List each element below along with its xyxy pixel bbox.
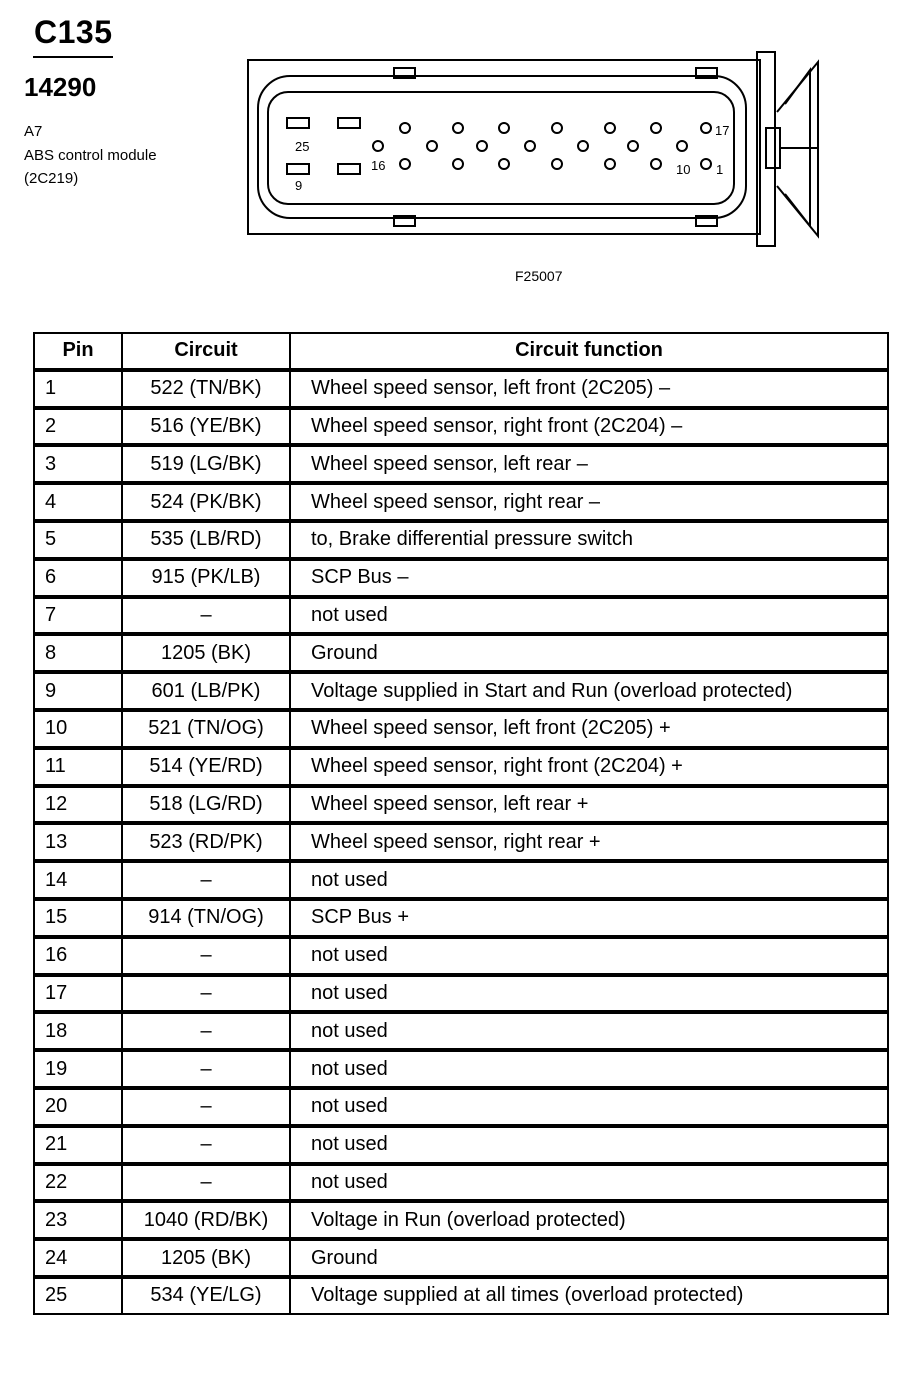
function-cell: not used bbox=[290, 1164, 888, 1202]
connector-housing-outer bbox=[248, 60, 760, 234]
pin-cell: 6 bbox=[34, 559, 122, 597]
header-pin: Pin bbox=[34, 333, 122, 370]
circuit-cell: – bbox=[122, 937, 290, 975]
table-row bbox=[34, 597, 888, 635]
table-row bbox=[34, 861, 888, 899]
circuit-cell: – bbox=[122, 1088, 290, 1126]
table-row bbox=[34, 445, 888, 483]
function-cell: Voltage supplied at all times (overload protected) bbox=[290, 1277, 888, 1314]
connector-cavity bbox=[268, 92, 734, 204]
function-cell: Voltage in Run (overload protected) bbox=[290, 1201, 888, 1239]
pin-label-16: 16 bbox=[371, 158, 386, 173]
connector-face-diagram bbox=[240, 40, 830, 252]
function-cell: not used bbox=[290, 1012, 888, 1050]
function-cell: Wheel speed sensor, right front (2C204) – bbox=[290, 408, 888, 446]
connector-code-underline bbox=[33, 56, 113, 58]
table-row bbox=[34, 1277, 888, 1314]
pin-cell: 20 bbox=[34, 1088, 122, 1126]
pin-label-25: 25 bbox=[295, 139, 310, 154]
function-cell: Wheel speed sensor, left rear – bbox=[290, 445, 888, 483]
pin-cell: 17 bbox=[34, 975, 122, 1013]
table-header-row bbox=[34, 333, 888, 370]
table-row bbox=[34, 634, 888, 672]
function-cell: Wheel speed sensor, left front (2C205) + bbox=[290, 710, 888, 748]
pin-cell: 5 bbox=[34, 521, 122, 559]
pin-25-terminal bbox=[287, 118, 309, 128]
pin-cell: 23 bbox=[34, 1201, 122, 1239]
table-row bbox=[34, 483, 888, 521]
circuit-cell: 523 (RD/PK) bbox=[122, 823, 290, 861]
table-row bbox=[34, 975, 888, 1013]
circuit-cell: – bbox=[122, 1126, 290, 1164]
table-row bbox=[34, 786, 888, 824]
table-row bbox=[34, 521, 888, 559]
pin-label-10: 10 bbox=[676, 162, 691, 177]
table-row bbox=[34, 370, 888, 408]
function-cell: Wheel speed sensor, right front (2C204) + bbox=[290, 748, 888, 786]
circuit-cell: 1040 (RD/BK) bbox=[122, 1201, 290, 1239]
circuit-cell: 915 (PK/LB) bbox=[122, 559, 290, 597]
table-row bbox=[34, 748, 888, 786]
table-row bbox=[34, 559, 888, 597]
circuit-cell: 516 (YE/BK) bbox=[122, 408, 290, 446]
circuit-cell: – bbox=[122, 1050, 290, 1088]
pin-cell: 18 bbox=[34, 1012, 122, 1050]
pin-cell: 13 bbox=[34, 823, 122, 861]
function-cell: SCP Bus + bbox=[290, 899, 888, 937]
circuit-cell: – bbox=[122, 1164, 290, 1202]
table-row bbox=[34, 1088, 888, 1126]
pin-cell: 3 bbox=[34, 445, 122, 483]
circuit-cell: 524 (PK/BK) bbox=[122, 483, 290, 521]
circuit-cell: – bbox=[122, 861, 290, 899]
pin-cell: 14 bbox=[34, 861, 122, 899]
module-name: ABS control module bbox=[24, 147, 157, 164]
circuit-cell: 522 (TN/BK) bbox=[122, 370, 290, 408]
header-circuit-function: Circuit function bbox=[290, 333, 888, 370]
function-cell: Voltage supplied in Start and Run (overload protected) bbox=[290, 672, 888, 710]
function-cell: to, Brake differential pressure switch bbox=[290, 521, 888, 559]
table-row bbox=[34, 1164, 888, 1202]
figure-id: F25007 bbox=[515, 268, 563, 284]
pin-cell: 7 bbox=[34, 597, 122, 635]
pin-cell: 4 bbox=[34, 483, 122, 521]
circuit-cell: – bbox=[122, 1012, 290, 1050]
pin-16-terminal bbox=[338, 164, 360, 174]
circuit-cell: 518 (LG/RD) bbox=[122, 786, 290, 824]
function-cell: not used bbox=[290, 975, 888, 1013]
connector-housing-inner bbox=[258, 76, 746, 218]
function-cell: not used bbox=[290, 597, 888, 635]
location-code: A7 bbox=[24, 123, 43, 140]
pin-cell: 8 bbox=[34, 634, 122, 672]
circuit-cell: – bbox=[122, 975, 290, 1013]
pin-23-terminal bbox=[338, 118, 360, 128]
circuit-cell: 601 (LB/PK) bbox=[122, 672, 290, 710]
part-number: 14290 bbox=[24, 72, 97, 102]
pin-cell: 19 bbox=[34, 1050, 122, 1088]
table-row bbox=[34, 937, 888, 975]
function-cell: Ground bbox=[290, 1239, 888, 1277]
function-cell: not used bbox=[290, 937, 888, 975]
table-row bbox=[34, 1050, 888, 1088]
table-row bbox=[34, 710, 888, 748]
pin-cell: 21 bbox=[34, 1126, 122, 1164]
circuit-cell: 1205 (BK) bbox=[122, 1239, 290, 1277]
table-row bbox=[34, 1126, 888, 1164]
pin-cell: 25 bbox=[34, 1277, 122, 1314]
function-cell: Wheel speed sensor, right rear + bbox=[290, 823, 888, 861]
circuit-cell: 534 (YE/LG) bbox=[122, 1277, 290, 1314]
pin-cell: 10 bbox=[34, 710, 122, 748]
table-row bbox=[34, 1201, 888, 1239]
table-row bbox=[34, 672, 888, 710]
pin-cell: 22 bbox=[34, 1164, 122, 1202]
table-row bbox=[34, 823, 888, 861]
pin-cell: 2 bbox=[34, 408, 122, 446]
pin-cell: 11 bbox=[34, 748, 122, 786]
pin-cell: 12 bbox=[34, 786, 122, 824]
pin-cell: 15 bbox=[34, 899, 122, 937]
table-row bbox=[34, 1012, 888, 1050]
circuit-cell: – bbox=[122, 597, 290, 635]
header-circuit: Circuit bbox=[122, 333, 290, 370]
pin-9-terminal bbox=[287, 164, 309, 174]
function-cell: SCP Bus – bbox=[290, 559, 888, 597]
function-cell: not used bbox=[290, 1050, 888, 1088]
circuit-cell: 514 (YE/RD) bbox=[122, 748, 290, 786]
function-cell: Ground bbox=[290, 634, 888, 672]
function-cell: Wheel speed sensor, left front (2C205) – bbox=[290, 370, 888, 408]
latch-button bbox=[766, 128, 780, 168]
circuit-cell: 519 (LG/BK) bbox=[122, 445, 290, 483]
circuit-cell: 1205 (BK) bbox=[122, 634, 290, 672]
pin-cell: 16 bbox=[34, 937, 122, 975]
module-code: (2C219) bbox=[24, 170, 79, 187]
function-cell: not used bbox=[290, 1088, 888, 1126]
function-cell: not used bbox=[290, 861, 888, 899]
pin-label-1: 1 bbox=[716, 162, 724, 177]
function-cell: not used bbox=[290, 1126, 888, 1164]
pinout-table bbox=[33, 332, 889, 1315]
table-row bbox=[34, 408, 888, 446]
pin-label-17: 17 bbox=[715, 123, 730, 138]
pin-label-9: 9 bbox=[295, 178, 303, 193]
pin-cell: 1 bbox=[34, 370, 122, 408]
function-cell: Wheel speed sensor, left rear + bbox=[290, 786, 888, 824]
table-row bbox=[34, 1239, 888, 1277]
circuit-cell: 535 (LB/RD) bbox=[122, 521, 290, 559]
circuit-cell: 914 (TN/OG) bbox=[122, 899, 290, 937]
pin-cell: 9 bbox=[34, 672, 122, 710]
connector-code: C135 bbox=[34, 14, 113, 50]
function-cell: Wheel speed sensor, right rear – bbox=[290, 483, 888, 521]
table-row bbox=[34, 899, 888, 937]
pin-cell: 24 bbox=[34, 1239, 122, 1277]
circuit-cell: 521 (TN/OG) bbox=[122, 710, 290, 748]
